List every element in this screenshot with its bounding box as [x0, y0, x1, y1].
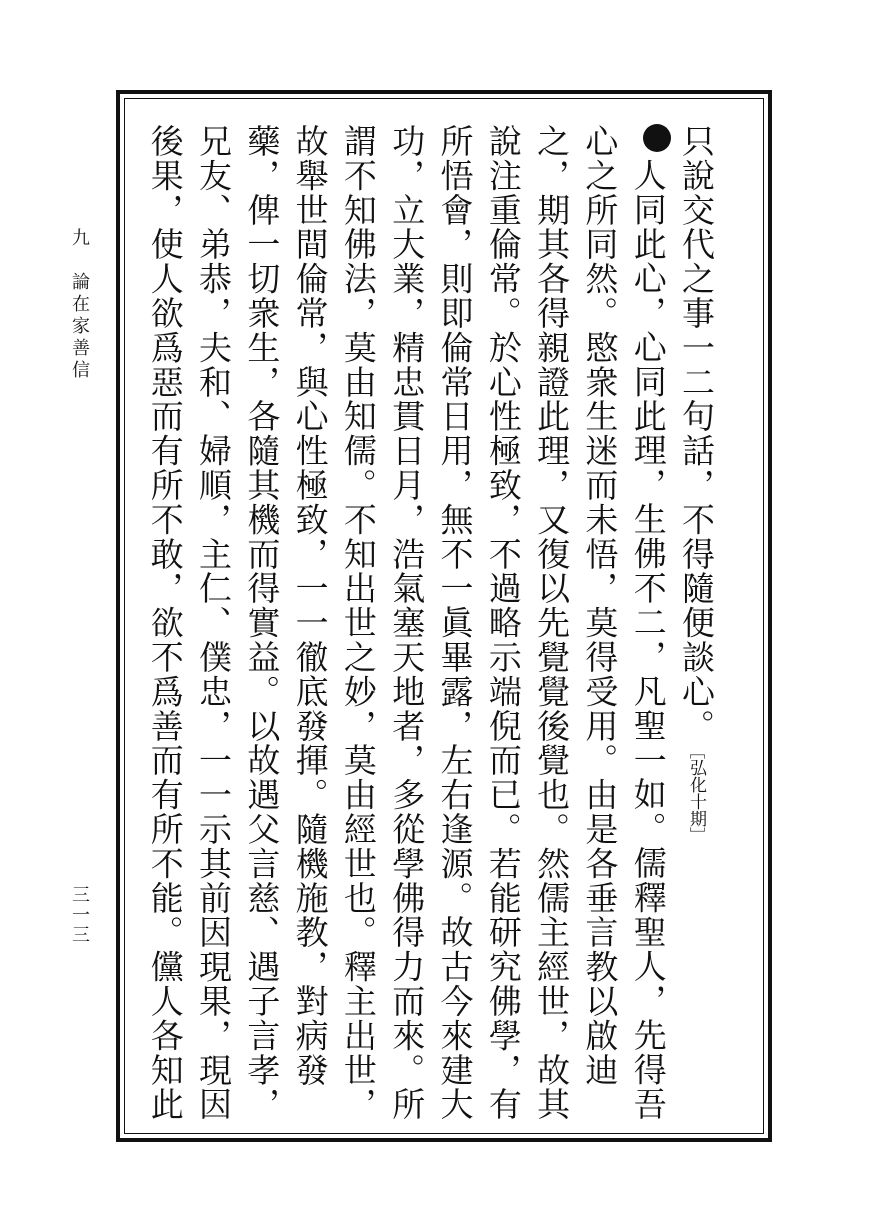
paragraph-2: 人同此心，心同此理，生佛不二，凡聖一如。儒釋聖人，先得吾心之所同然。愍衆生迷而未悟，莫得受用。由是各垂言教以啟迪之，期其各得親證此理，又復以先覺覺後覺也。然儒主經世，故其說注重倫常。於心性極致，不過略示端倪而已。若能研究佛學，有所悟會，則即倫常日用，無不一眞畢露，左右逢源。故古今來建大功，立大業，精忠貫日月，浩氣塞天地者，多從學佛得力而來。所謂不知佛法，莫由知儒。不知出世之妙，莫由經世也。釋主出世，故舉世間倫常，與心性極致，一一徹底發揮。隨機施教，對病發藥，俾一切衆生，各隨其機而得實益。以故遇父言慈、遇子言孝，兄友、弟恭，夫和、婦順，主仁、僕忠，一一示其前因現果，現因後果，使人欲爲惡而有所不敢，欲不爲善而有所不能。儻人各知此 [145, 124, 668, 1122]
note-open-bracket: ﹇ [687, 743, 706, 760]
source-note [686, 743, 706, 843]
paragraph-1: 只說交代之事一二句話，不得隨便談心。 [677, 124, 716, 744]
main-text-block [140, 124, 720, 1124]
paragraph-bullet-icon [643, 124, 671, 152]
page-number: 三一三 [69, 885, 90, 945]
source-note-text: 弘化十期 [686, 759, 706, 828]
note-close-bracket: ﹈ [687, 827, 706, 844]
section-title: 九 論在家善信 [69, 228, 90, 382]
